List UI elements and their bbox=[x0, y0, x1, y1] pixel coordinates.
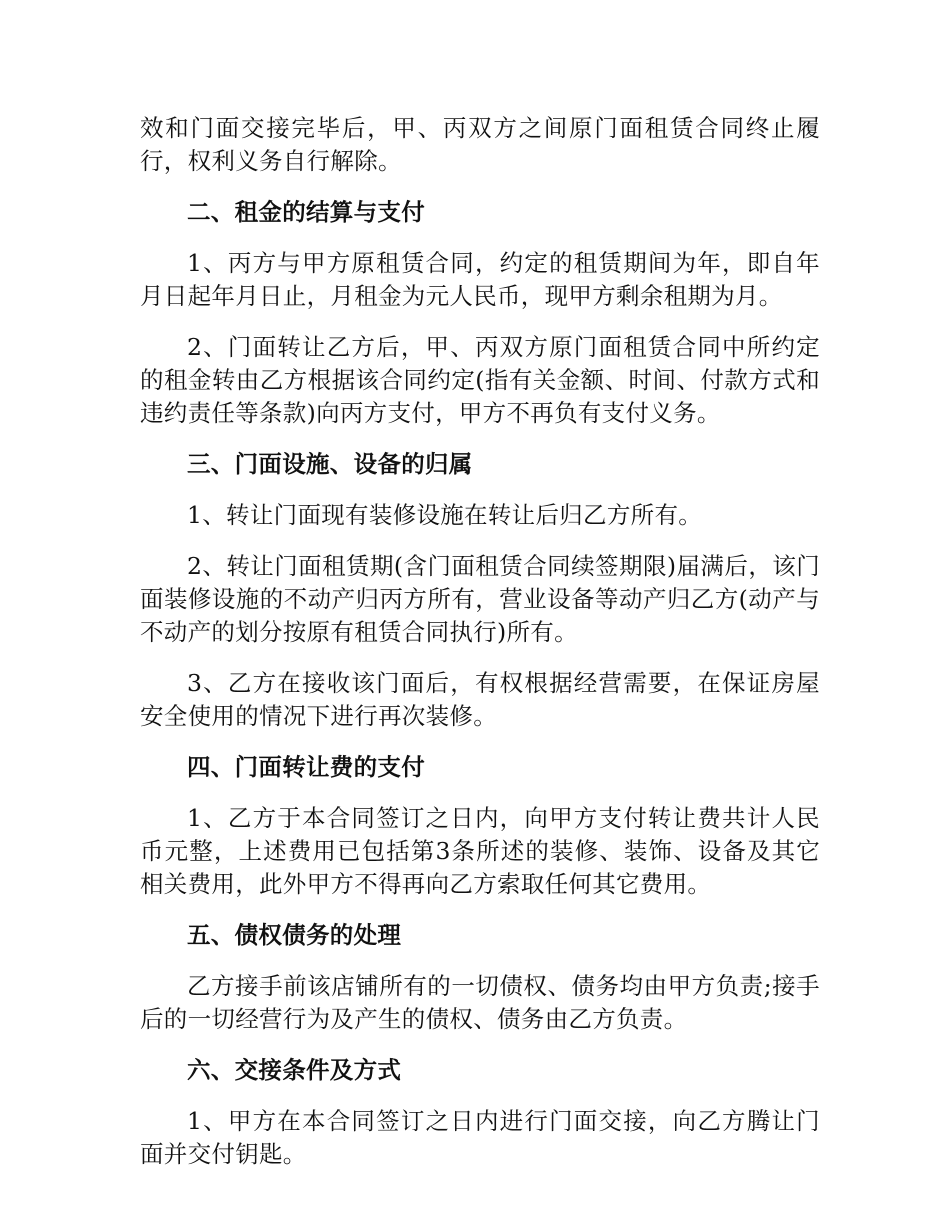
section-heading-rent: 二、租金的结算与支付 bbox=[187, 198, 425, 226]
paragraph-debts-1: 乙方接手前该店铺所有的一切债权、债务均由甲方负责;接手后的一切经营行为及产生的债权、债务由乙方负责。 bbox=[140, 972, 820, 1033]
paragraph-handover-1: 1、甲方在本合同签订之日内进行门面交接，向乙方腾让门面并交付钥匙。 bbox=[140, 1107, 820, 1168]
paragraph-facilities-2: 2、转让门面租赁期(含门面租赁合同续签期限)届满后，该门面装修设施的不动产归丙方所有，营业设备等动产归乙方(动产与不动产的划分按原有租赁合同执行)所有。 bbox=[140, 552, 820, 646]
paragraph-facilities-1: 1、转让门面现有装修设施在转让后归乙方所有。 bbox=[187, 501, 703, 529]
continuation-paragraph: 效和门面交接完毕后，甲、丙双方之间原门面租赁合同终止履行，权利义务自行解除。 bbox=[140, 114, 820, 175]
paragraph-rent-2: 2、门面转让乙方后，甲、丙双方原门面租赁合同中所约定的租金转由乙方根据该合同约定(指有关金额、时间、付款方式和违约责任等条款)向丙方支付，甲方不再负有支付义务。 bbox=[140, 333, 820, 427]
section-heading-handover: 六、交接条件及方式 bbox=[187, 1056, 402, 1084]
section-heading-transfer-fee: 四、门面转让费的支付 bbox=[187, 753, 425, 781]
paragraph-facilities-3: 3、乙方在接收该门面后，有权根据经营需要，在保证房屋安全使用的情况下进行再次装修。 bbox=[140, 669, 820, 730]
section-heading-debts: 五、债权债务的处理 bbox=[187, 921, 402, 949]
document-page bbox=[140, 112, 820, 1189]
paragraph-transfer-fee-1: 1、乙方于本合同签订之日内，向甲方支付转让费共计人民币元整，上述费用已包括第3条所述的装修、装饰、设备及其它相关费用，此外甲方不得再向乙方索取任何其它费用。 bbox=[140, 804, 820, 898]
paragraph-rent-1: 1、丙方与甲方原租赁合同，约定的租赁期间为年，即自年月日起年月日止，月租金为元人民币，现甲方剩余租期为月。 bbox=[140, 249, 820, 310]
section-heading-facilities: 三、门面设施、设备的归属 bbox=[187, 450, 473, 478]
